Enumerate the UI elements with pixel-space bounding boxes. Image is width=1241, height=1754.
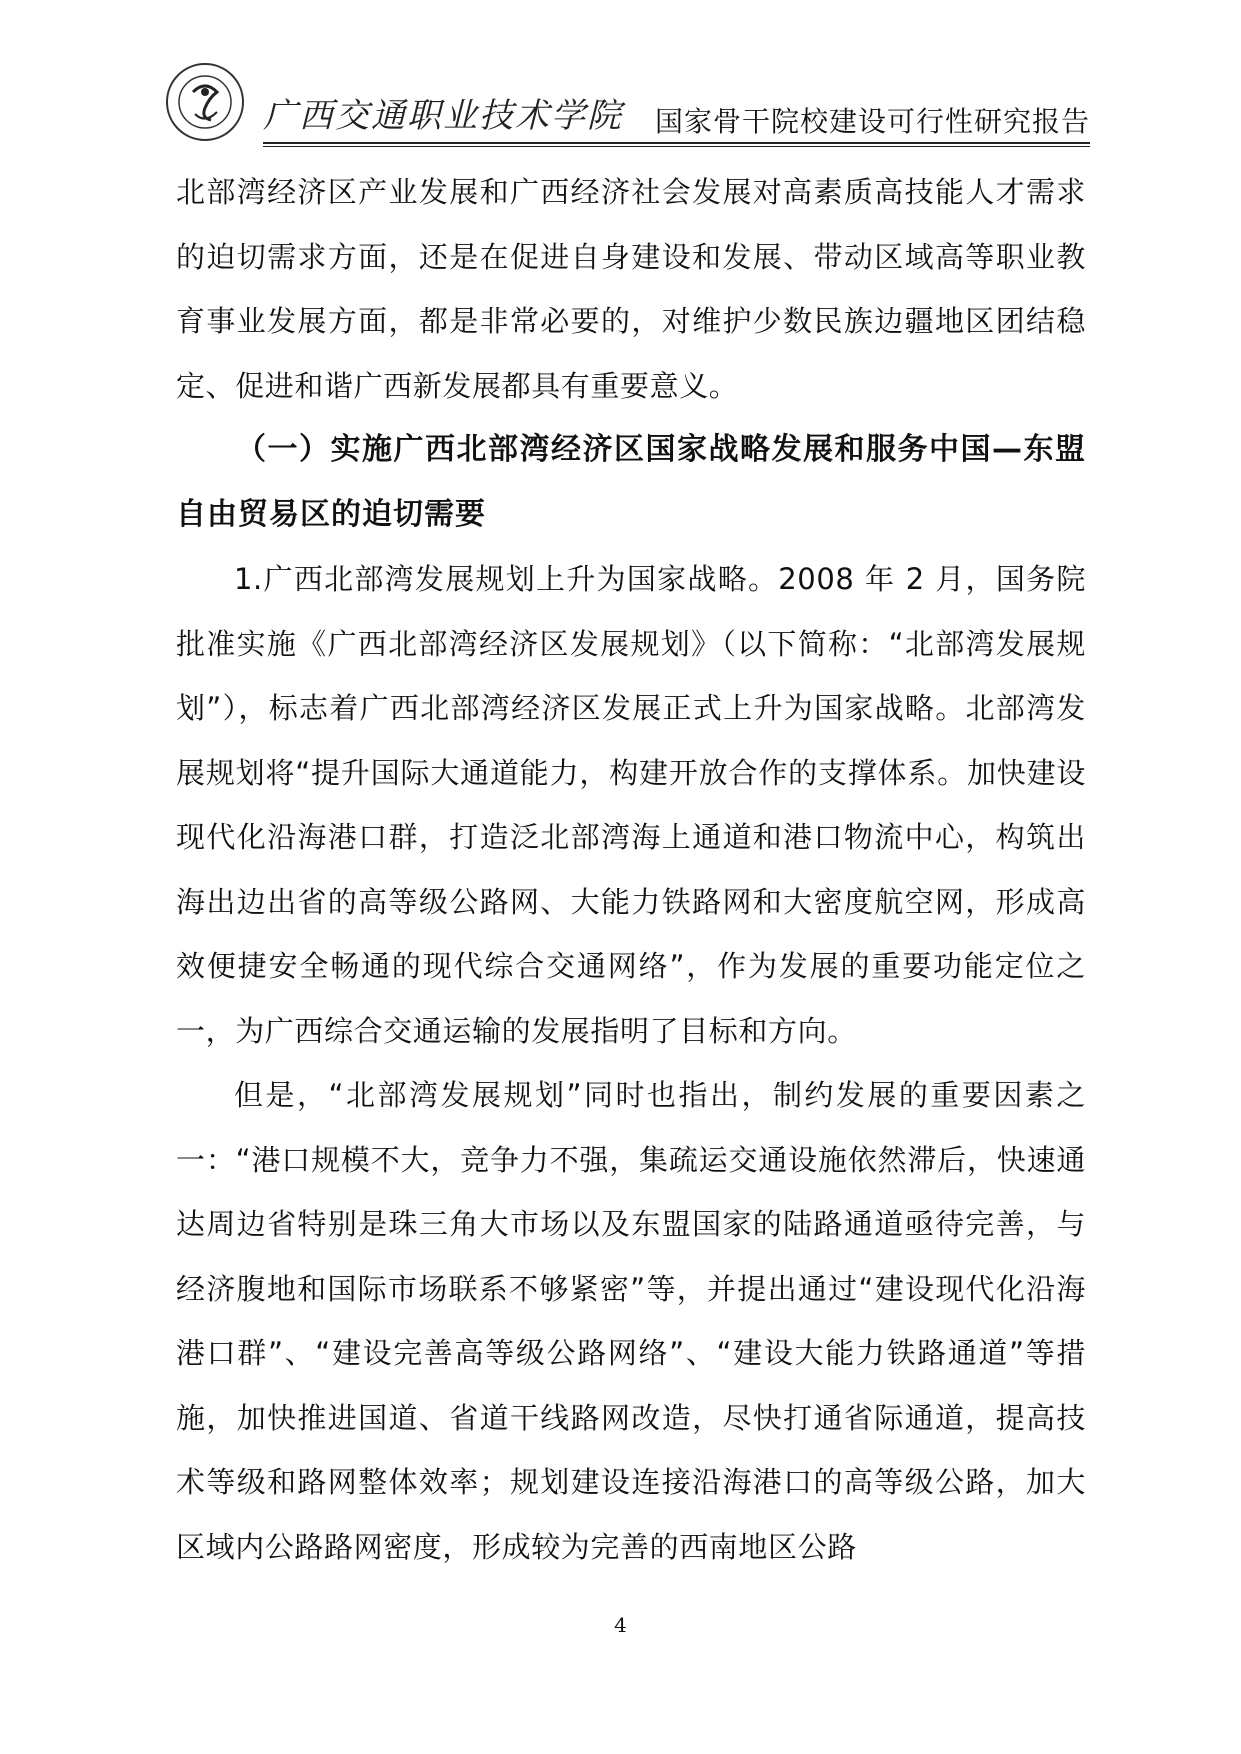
paragraph: 1.广西北部湾发展规划上升为国家战略。2008 年 2 月，国务院批准实施《广西北部湾经济区发展规划》（以下简称：“北部湾发展规划”），标志着广西北部湾经济区发展正式上升为国家战略。北部湾发展规划将“提升国际大通道能力，构建开放合作的支撑体系。加快建设现代化沿海港口群，打造泛北部湾海上通道和港口物流中心，构筑出海出边出省的高等级公路网、大能力铁路网和大密度航空网，形成高效便捷安全畅通的现代综合交通网络”，作为发展的重要功能定位之一，为广西综合交通运输的发展指明了目标和方向。 bbox=[176, 562, 1086, 1048]
report-title: 国家骨干院校建设可行性研究报告 bbox=[654, 105, 1090, 138]
paragraph: 但是，“北部湾发展规划”同时也指出，制约发展的重要因素之一：“港口规模不大，竞争力不强，集疏运交通设施依然滞后，快速通达周边省特别是珠三角大市场以及东盟国家的陆路通道亟待完善，与经济腹地和国际市场联系不够紧密”等，并提出通过“建设现代化沿海港口群”、“建设完善高等级公路网络”、“建设大能力铁路通道”等措施，加快推进国道、省道干线路网改造，尽快打通省际通道，提高技术等级和路网整体效率；规划建设连接沿海港口的高等级公路，加大区域内公路路网密度，形成较为完善的西南地区公路 bbox=[176, 1078, 1086, 1564]
header-rule-thin bbox=[263, 146, 1090, 147]
school-name: 广西交通职业技术学院 bbox=[263, 96, 623, 136]
paragraph: 北部湾经济区产业发展和广西经济社会发展对高素质高技能人才需求的迫切需求方面，还是在促进自身建设和发展、带动区域高等职业教育事业发展方面，都是非常必要的，对维护少数民族边疆地区团结稳定、促进和谐广西新发展都具有重要意义。 bbox=[176, 175, 1086, 403]
school-seal-logo bbox=[165, 62, 245, 142]
page-number: 4 bbox=[614, 1613, 627, 1637]
section-heading: （一）实施广西北部湾经济区国家战略发展和服务中国—东盟自由贸易区的迫切需要 bbox=[176, 432, 1086, 532]
document-body bbox=[176, 160, 1086, 1579]
page-header bbox=[165, 62, 1090, 147]
header-rule bbox=[263, 142, 1090, 144]
